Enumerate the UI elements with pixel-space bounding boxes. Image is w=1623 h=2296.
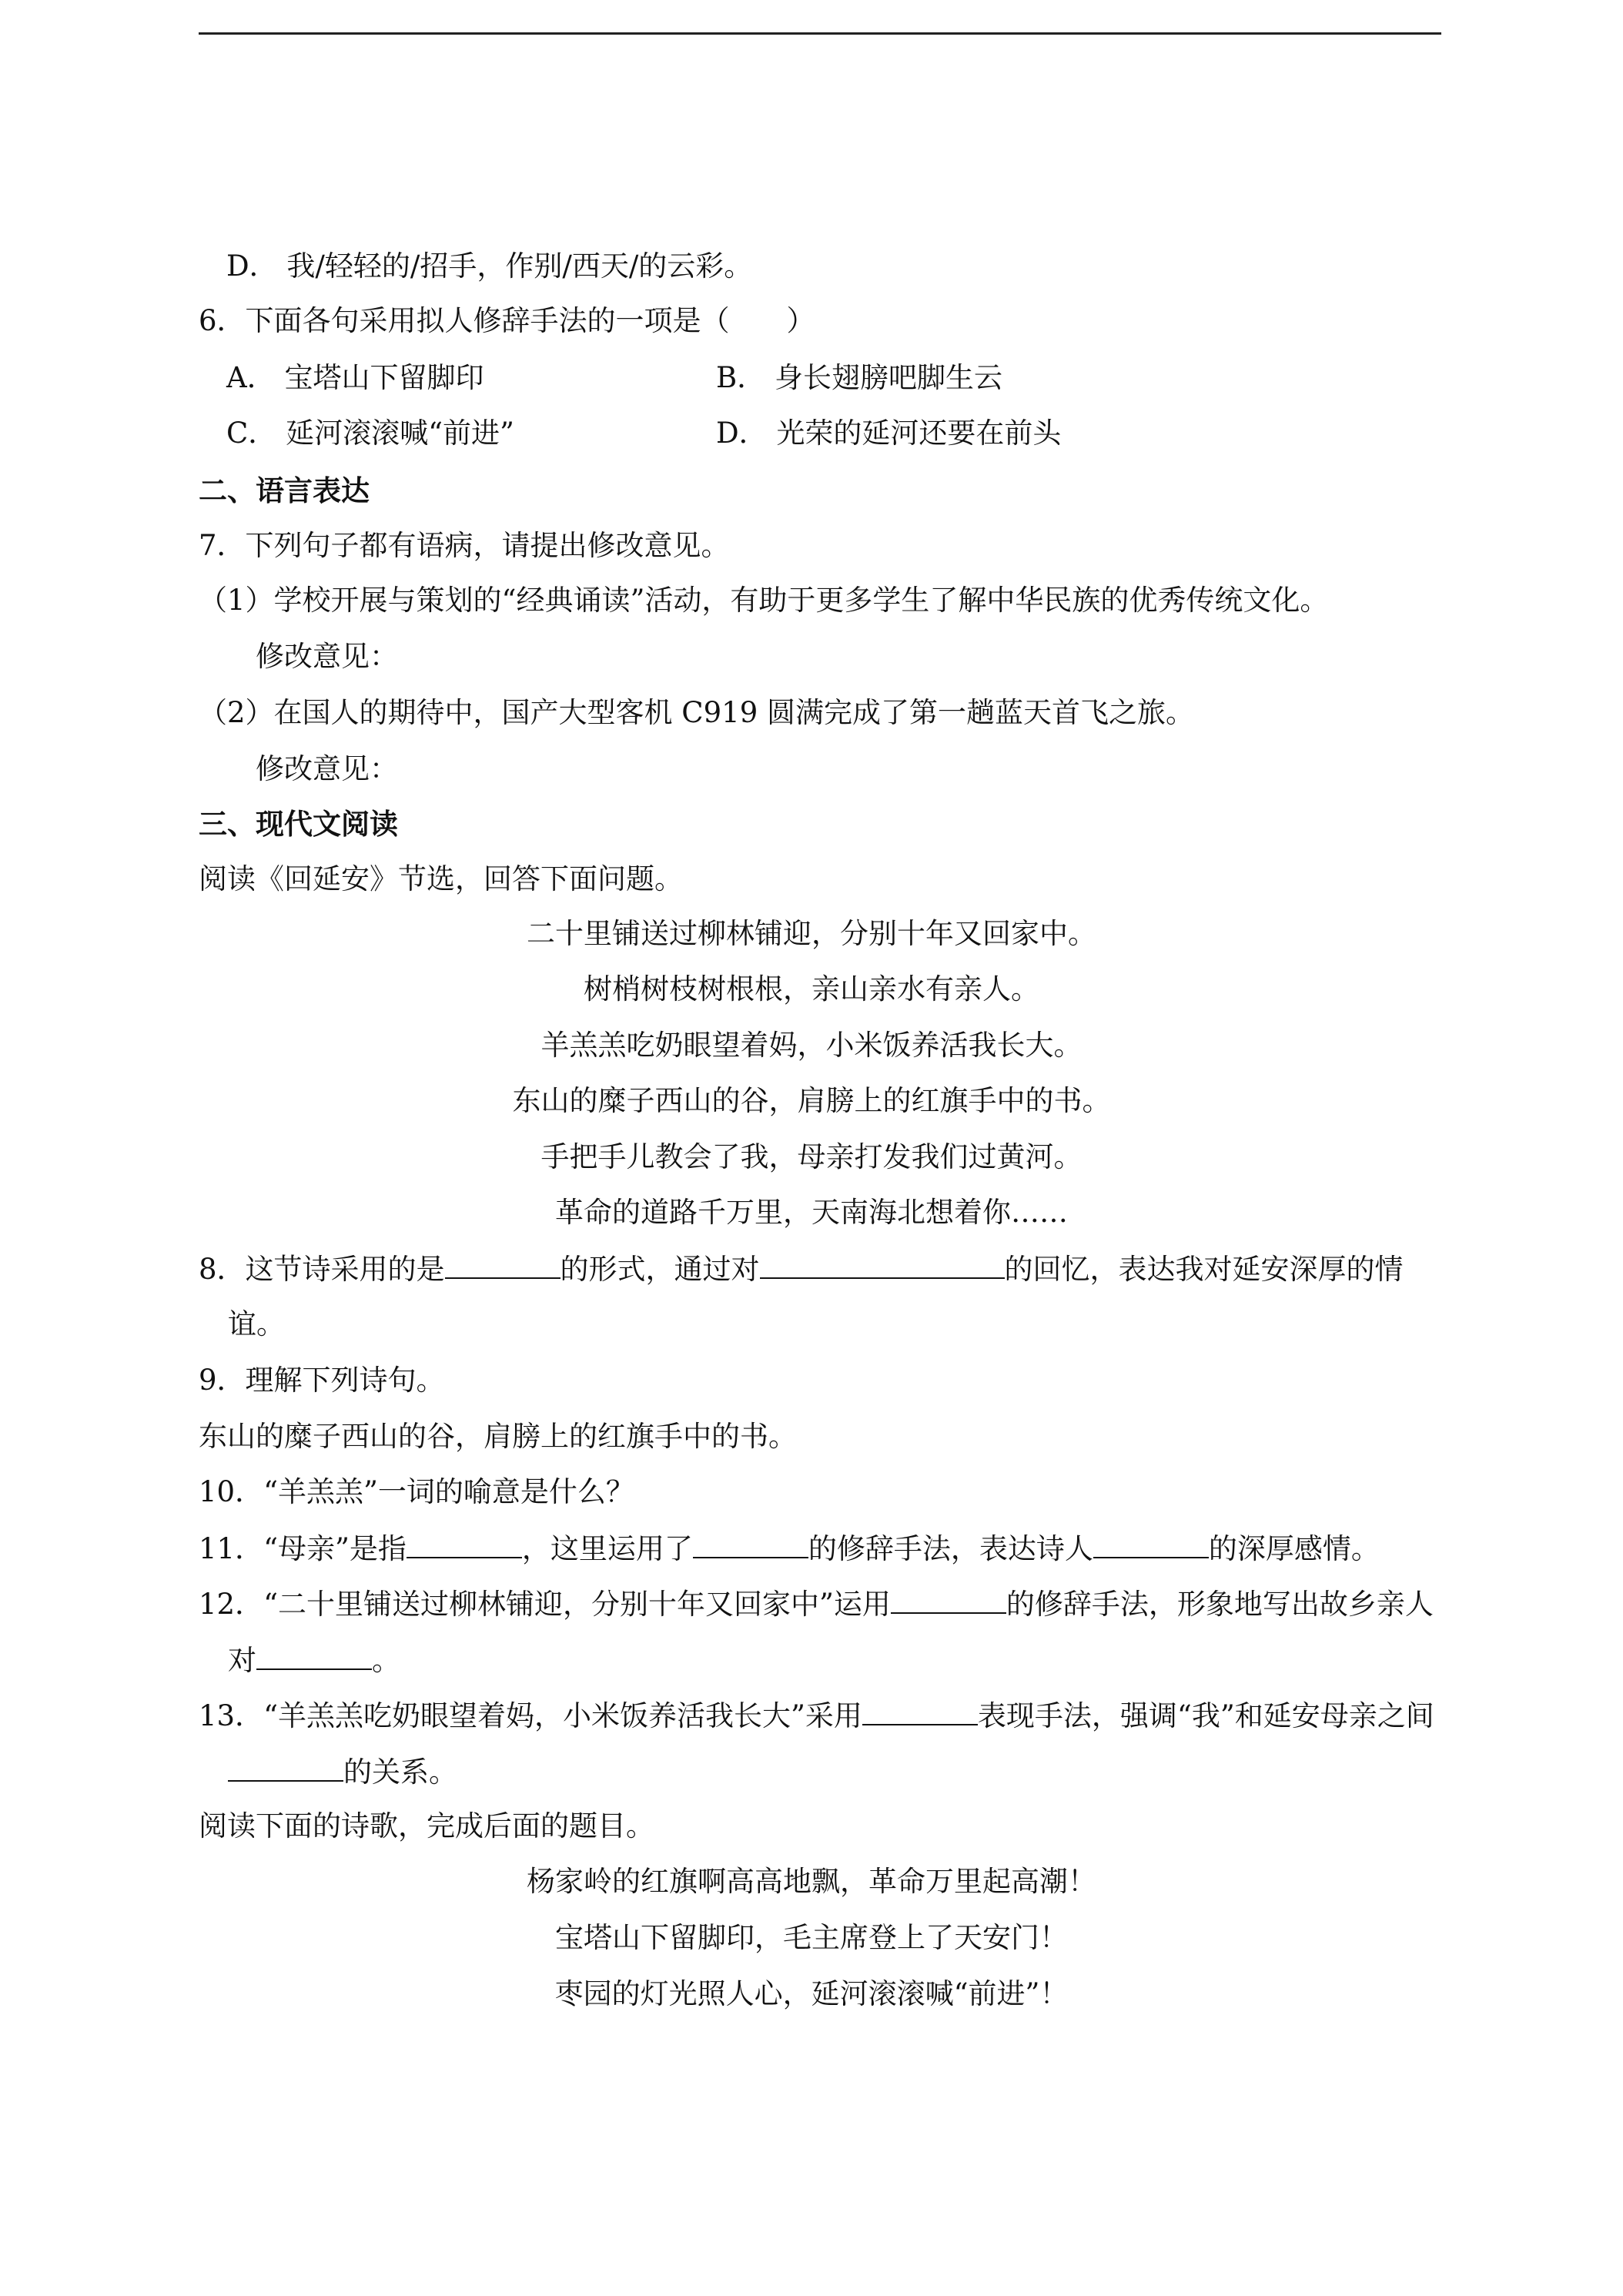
- option-text: 宝塔山下留脚印: [284, 361, 484, 394]
- q12-line-2: [228, 1641, 400, 1679]
- q8-text: 的形式，通过对: [560, 1253, 760, 1286]
- q12-text: 。: [372, 1644, 400, 1677]
- option-text: 身长翅膀吧脚生云: [774, 361, 1002, 394]
- answer-blank[interactable]: [693, 1529, 808, 1558]
- q6-option-d: [716, 415, 1061, 452]
- q10-stem: 10．“羊羔羔”一词的喻意是什么？: [199, 1475, 634, 1508]
- answer-blank[interactable]: [256, 1641, 372, 1670]
- q11-text: 的修辞手法，表达诗人: [808, 1532, 1093, 1565]
- q8-text: 的回忆，表达我对延安深厚的情: [1004, 1253, 1404, 1286]
- answer-blank[interactable]: [760, 1250, 1005, 1279]
- q12-text: 对: [228, 1644, 256, 1677]
- answer-blank[interactable]: [1093, 1529, 1209, 1558]
- poem-line: 树梢树枝树根根，亲山亲水有亲人。: [584, 972, 1039, 1006]
- q11-text: 的深厚感情。: [1208, 1532, 1380, 1565]
- q8-line-2: 谊。: [228, 1307, 285, 1340]
- q13-line-1: [199, 1696, 1434, 1735]
- poem-line: 宝塔山下留脚印，毛主席登上了天安门！: [555, 1921, 1068, 1954]
- section-2-title: 二、语言表达: [199, 474, 370, 507]
- option-key: A．: [226, 361, 276, 394]
- q11-text: ，这里运用了: [521, 1532, 693, 1565]
- q12-line-1: [199, 1585, 1434, 1623]
- q13-text: 表现手法，强调“我”和延安母亲之间: [977, 1699, 1434, 1732]
- q11-text: 11．“母亲”是指: [199, 1532, 407, 1565]
- q9-quote: 东山的糜子西山的谷，肩膀上的红旗手中的书。: [199, 1420, 797, 1453]
- answer-blank[interactable]: [445, 1250, 561, 1279]
- q12-text: 的修辞手法，形象地写出故乡亲人: [1006, 1588, 1434, 1621]
- option-text: 光荣的延河还要在前头: [776, 417, 1062, 450]
- poem-line: 羊羔羔吃奶眼望着妈，小米饭养活我长大。: [540, 1029, 1083, 1062]
- poem-line: 枣园的灯光照人心，延河滚滚喊“前进”！: [554, 1977, 1069, 2010]
- q7-sub2-revise-label: 修改意见：: [256, 752, 398, 785]
- q13-line-2: [228, 1752, 457, 1791]
- poem-line: 二十里铺送过柳林铺迎，分别十年又回家中。: [527, 917, 1096, 950]
- q8-line-1: [199, 1250, 1404, 1288]
- option-key: C．: [226, 417, 277, 450]
- q7-stem: 7．下列句子都有语病，请提出修改意见。: [199, 529, 730, 562]
- q7-sub2: （2）在国人的期待中，国产大型客机 C919 圆满完成了第一趟蓝天首飞之旅。: [199, 696, 1194, 729]
- q7-sub1: （1）学校开展与策划的“经典诵读”活动，有助于更多学生了解中华民族的优秀传统文化。: [199, 584, 1329, 617]
- option-key: B．: [716, 361, 766, 394]
- q6-option-a: [226, 360, 484, 397]
- answer-blank[interactable]: [862, 1696, 978, 1725]
- option-key: D．: [716, 417, 768, 450]
- q6-option-b: [716, 360, 1002, 397]
- reading-1-intro: 阅读《回延安》节选，回答下面问题。: [199, 862, 683, 895]
- answer-blank[interactable]: [891, 1585, 1006, 1614]
- q8-text: 8．这节诗采用的是: [199, 1253, 445, 1286]
- reading-2-intro: 阅读下面的诗歌，完成后面的题目。: [199, 1809, 654, 1842]
- q7-sub1-revise-label: 修改意见：: [256, 640, 398, 673]
- poem-line: 杨家岭的红旗啊高高地飘，革命万里起高潮！: [527, 1865, 1096, 1898]
- poem-line: 革命的道路千万里，天南海北想着你……: [555, 1196, 1068, 1229]
- header-rule: [199, 32, 1441, 35]
- option-text: 延河滚滚喊“前进”: [286, 417, 514, 450]
- q9-stem: 9．理解下列诗句。: [199, 1364, 445, 1397]
- q5-option-d: D． 我/轻轻的/招手，作别/西天/的云彩。: [226, 249, 753, 283]
- answer-blank[interactable]: [407, 1529, 522, 1558]
- q6-stem: 6．下面各句采用拟人修辞手法的一项是（ ）: [199, 304, 815, 337]
- q6-option-c: [226, 415, 514, 452]
- q13-text: 13．“羊羔羔吃奶眼望着妈，小米饭养活我长大”采用: [199, 1699, 862, 1732]
- poem-line: 手把手儿教会了我，母亲打发我们过黄河。: [540, 1140, 1083, 1173]
- poem-line: 东山的糜子西山的谷，肩膀上的红旗手中的书。: [512, 1084, 1111, 1117]
- answer-blank[interactable]: [228, 1752, 343, 1782]
- q11-line: [199, 1529, 1380, 1568]
- q13-text: 的关系。: [343, 1755, 457, 1789]
- q12-text: 12．“二十里铺送过柳林铺迎，分别十年又回家中”运用: [199, 1588, 891, 1621]
- section-3-title: 三、现代文阅读: [199, 807, 398, 841]
